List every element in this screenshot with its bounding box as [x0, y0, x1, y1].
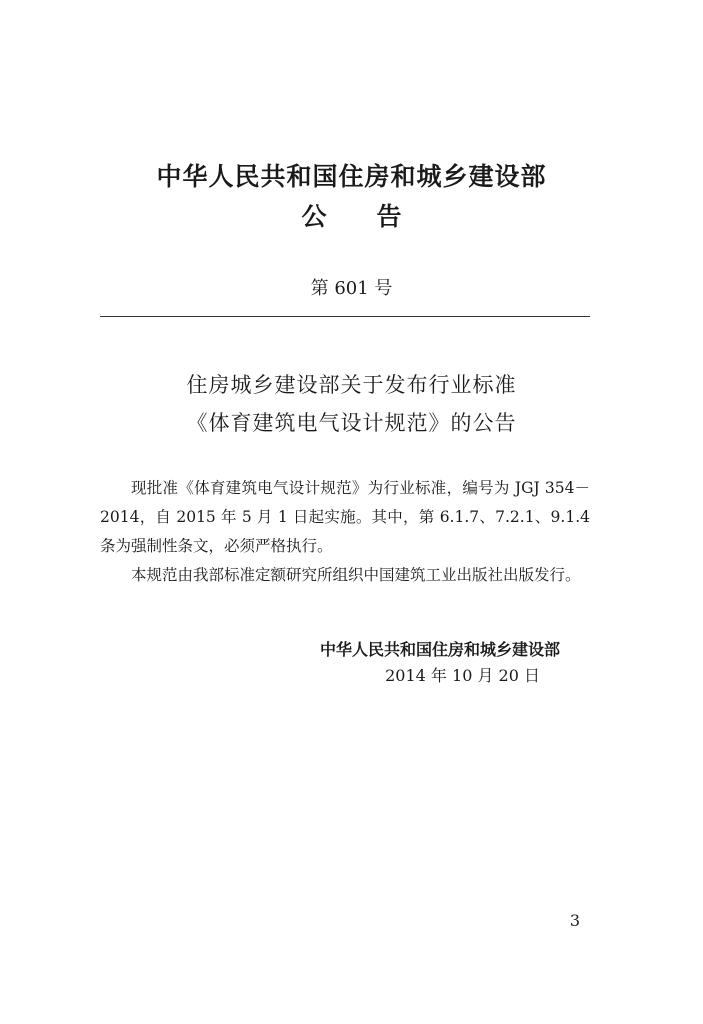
body-paragraph-1: 现批准《体育建筑电气设计规范》为行业标准，编号为 JGJ 354－2014，自 2015 年 5 月 1 日起实施。其中，第 6.1.7、7.2.1、9.1.4 条为强制性条文，必须严格执行。 — [100, 479, 590, 555]
notice-label: 公 告 — [301, 202, 402, 231]
headline-line-1: 住房城乡建设部关于发布行业标准 — [186, 373, 517, 397]
ministry-title: 中华人民共和国住房和城乡建设部 — [156, 162, 547, 191]
signature-date: 2014 年 10 月 20 日 — [385, 666, 540, 685]
page-number: 3 — [569, 911, 580, 930]
signature-issuer: 中华人民共和国住房和城乡建设部 — [319, 640, 560, 659]
header-divider — [100, 316, 590, 317]
body-paragraph-2: 本规范由我部标准定额研究所组织中国建筑工业出版社出版发行。 — [131, 566, 581, 584]
notice-number: 第 601 号 — [310, 278, 393, 299]
headline-line-2: 《体育建筑电气设计规范》的公告 — [186, 411, 517, 435]
